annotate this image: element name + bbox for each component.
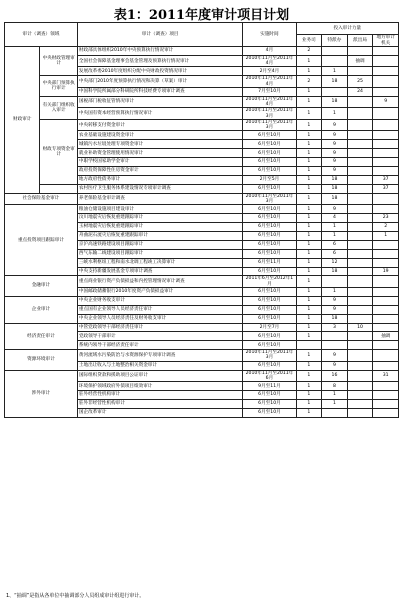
implementation-time: 2010年11月至2011年3月 [243,108,296,120]
implementation-time: 6月至10月 [243,332,296,341]
implementation-time: 6月至10月 [243,249,296,258]
dept-count: 1 [296,267,322,276]
project-name: 养老保险基金审计调查 [77,193,242,205]
table-row [5,76,399,88]
area-cell: 有关部门组织收入审计 [40,96,77,119]
table-row [5,96,399,108]
dept-count: 1 [296,287,322,296]
project-name: 汶川地震灾后恢复重建跟踪审计 [77,214,242,223]
header-dept: 业务司 [296,35,322,47]
table-row [5,323,399,332]
header-office: 特派办 [322,35,348,47]
dept-count: 1 [296,258,322,267]
office-count: 1 [322,231,348,240]
implementation-time: 2月至5月 [243,175,296,184]
local-count [373,119,399,131]
office-count: 9 [322,119,348,131]
bureau-count [347,408,373,417]
project-name: 中央企业财务收支审计 [77,296,242,305]
local-count [373,131,399,140]
area-outer-finance: 财政审计 [5,47,40,194]
bureau-count [347,119,373,131]
bureau-count [347,158,373,167]
dept-count: 1 [296,184,322,193]
office-count: 9 [322,305,348,314]
dept-count: 1 [296,214,322,223]
local-count [373,382,399,391]
bureau-count [347,175,373,184]
project-name: 重点商业银行资产负债损益和内控管理情况审计调查 [77,276,242,288]
project-name: 中央转移支付资金审计 [77,119,242,131]
implementation-time: 6月至10月 [243,267,296,276]
implementation-time: 6月至10月 [243,214,296,223]
project-name: 发展改革委2010年度组织分配中央财政投资情况审计 [77,67,242,76]
header-item: 审计（调查）项目 [77,23,242,47]
bureau-count [347,108,373,120]
dept-count: 1 [296,167,322,176]
table-row [5,193,399,205]
dept-count: 1 [296,131,322,140]
dept-count: 1 [296,382,322,391]
dept-count: 1 [296,249,322,258]
bureau-count [347,249,373,258]
bureau-count [347,214,373,223]
office-count [322,332,348,341]
project-name: 财政部具体组织2010年中央预算执行情况审计 [77,47,242,56]
dept-count: 1 [296,175,322,184]
office-count: 9 [322,131,348,140]
local-count [373,305,399,314]
implementation-time: 2010年11月至2011年3月 [243,119,296,131]
header-resource-group: 投入审计力量 [296,23,398,35]
bureau-count [347,67,373,76]
implementation-time: 6月至10月 [243,205,296,214]
local-count [373,249,399,258]
project-name: 三峡水利枢纽工程和南水北调工程竣工决算审计 [77,258,242,267]
area-cell: 金融审计 [5,276,78,296]
project-name: 舟曲泥石流灾后恢复重建跟踪审计 [77,231,242,240]
office-count: 9 [322,140,348,149]
office-count: 9 [322,350,348,362]
bureau-count [347,223,373,232]
implementation-time: 6月至10月 [243,167,296,176]
area-cell: 社会保险基金审计 [5,193,78,205]
office-count: 6 [322,249,348,258]
dept-count: 1 [296,87,322,96]
local-count [373,167,399,176]
bureau-count: 10 [347,323,373,332]
dept-count: 1 [296,350,322,362]
local-count: 19 [373,267,399,276]
area-cell: 重点投资项目跟踪审计 [5,205,78,276]
office-count: 8 [322,382,348,391]
project-name: 城镇污水垃圾处理专项资金审计 [77,140,242,149]
implementation-time: 6月至10月 [243,240,296,249]
project-name: 就业补助资金管理使用情况审计 [77,149,242,158]
project-name: 中职学校国家助学金审计 [77,158,242,167]
bureau-count [347,267,373,276]
implementation-time: 2010年11月至2011年4月 [243,76,296,88]
implementation-time: 6月至10月 [243,140,296,149]
area-cell: 财政专项资金审计 [40,119,77,184]
project-name: 玉树地震灾后恢复重建跟踪审计 [77,223,242,232]
office-count [322,408,348,417]
local-count [373,287,399,296]
local-count [373,314,399,323]
local-count [373,391,399,400]
implementation-time: 6月至10月 [243,287,296,296]
local-count [373,158,399,167]
office-count: 9 [322,158,348,167]
office-count: 3 [322,323,348,332]
office-count: 18 [322,193,348,205]
dept-count: 1 [296,67,322,76]
project-name: 国际组织贷款和援助项目公证审计 [77,370,242,382]
dept-count: 1 [296,400,322,409]
table-row [5,205,399,214]
bureau-count [347,341,373,350]
office-count: 16 [322,370,348,382]
bureau-count [347,258,373,267]
implementation-time: 6月至10月 [243,391,296,400]
implementation-time: 2010年11月至2011年6月 [243,370,296,382]
footnote: 1、“抽调”是指从各单位中抽调部分人员组成审计组进行审计。 [6,593,145,599]
dept-count: 1 [296,55,322,67]
office-count: 1 [322,108,348,120]
dept-count: 2 [296,47,322,56]
project-name: 中国邮政储蓄银行2010年度资产负债损益审计 [77,287,242,296]
project-name: 农村医疗卫生服务体系建设情况专项审计调查 [77,184,242,193]
project-name: 全国社会保障基金理事会基金管理及预算执行情况审计 [77,55,242,67]
office-count [322,341,348,350]
bureau-count [347,149,373,158]
implementation-time: 6月至10月 [243,184,296,193]
project-name: 驻外经营性机构审计 [77,391,242,400]
local-count: 9 [373,96,399,108]
bureau-count [347,140,373,149]
office-count: 9 [322,205,348,214]
local-count [373,55,399,67]
implementation-time: 2月至4月 [243,67,296,76]
area-cell: 涉外审计 [5,370,78,417]
implementation-time: 6月至10月 [243,231,296,240]
office-count: 18 [322,175,348,184]
bureau-count [347,314,373,323]
project-name: 黄河流域水污染防治与水资源保护专项审计调查 [77,350,242,362]
office-count: 1 [322,223,348,232]
bureau-count: 24 [347,87,373,96]
bureau-count [347,131,373,140]
local-count [373,205,399,214]
area-cell: 经济责任审计 [5,323,78,350]
bureau-count [347,184,373,193]
local-count [373,87,399,96]
project-name: 粮油仓储设施项目建设审计 [77,205,242,214]
dept-count: 1 [296,276,322,288]
office-count: 9 [322,296,348,305]
header-local: 地方审计机关 [373,35,399,47]
table-row [5,47,399,56]
bureau-count [347,47,373,56]
implementation-time: 6月至10月 [243,408,296,417]
bureau-count [347,167,373,176]
implementation-time: 2010年11月至2011年3月 [243,193,296,205]
dept-count: 1 [296,149,322,158]
project-name: 京沪高速铁路建设项目跟踪审计 [77,240,242,249]
header-time: 实施时间 [243,23,296,47]
office-count: 1 [322,391,348,400]
dept-count: 1 [296,305,322,314]
local-count [373,400,399,409]
dept-count: 1 [296,96,322,108]
local-count [373,149,399,158]
implementation-time: 2010年11月至2011年3月 [243,350,296,362]
office-count: 1 [322,287,348,296]
office-count: 18 [322,76,348,88]
implementation-time: 6月至10月 [243,223,296,232]
bureau-count: 抽调 [347,55,373,67]
dept-count: 1 [296,231,322,240]
dept-count: 1 [296,323,322,332]
table-row [5,184,399,193]
implementation-time: 6月至10月 [243,158,296,167]
implementation-time: 6月至10月 [243,305,296,314]
project-name: 政府投资保障性住房资金审计 [77,167,242,176]
area-cell [40,184,77,193]
project-name: 国税部门税收征管情况审计 [77,96,242,108]
project-name: 国企改革审计 [77,408,242,417]
table-row [5,296,399,305]
local-count: 抽调 [373,332,399,341]
local-count [373,296,399,305]
project-name: 土地出让收入与土地整治相关资金审计 [77,361,242,370]
implementation-time: 6月至10月 [243,361,296,370]
implementation-time: 6月至11月 [243,258,296,267]
implementation-time: 7月至10月 [243,87,296,96]
project-name: 中央国有资本经营预算执行情况审计 [77,108,242,120]
header-bureau: 派出局 [347,35,373,47]
local-count [373,76,399,88]
local-count [373,47,399,56]
local-count [373,341,399,350]
office-count: 18 [322,96,348,108]
local-count [373,361,399,370]
project-name: 中央支持新疆发展基金专项审计调查 [77,267,242,276]
local-count: 37 [373,184,399,193]
local-count [373,258,399,267]
office-count [322,276,348,288]
dept-count: 1 [296,119,322,131]
local-count: 37 [373,175,399,184]
dept-count: 1 [296,370,322,382]
project-name: 重点国有企业领导人员经济责任审计 [77,305,242,314]
bureau-count [347,96,373,108]
office-count: 18 [322,267,348,276]
bureau-count: 25 [347,76,373,88]
dept-count: 1 [296,140,322,149]
implementation-time: 6月至10月 [243,149,296,158]
dept-count: 1 [296,240,322,249]
office-count [322,55,348,67]
project-name: 地方政府性债务审计 [77,175,242,184]
dept-count: 1 [296,158,322,167]
bureau-count [347,193,373,205]
bureau-count [347,350,373,362]
project-name: 中央部门2010年度预算执行情况和决算（草案）审计 [77,76,242,88]
bureau-count [347,332,373,341]
project-name: 中国科学院所属部分科研院所科技经费专项审计调查 [77,87,242,96]
bureau-count [347,391,373,400]
dept-count: 1 [296,296,322,305]
implementation-time: 6月至10月 [243,314,296,323]
bureau-count [347,240,373,249]
bureau-count [347,400,373,409]
dept-count [296,341,322,350]
office-count: 12 [322,258,348,267]
dept-count: 2 [296,76,322,88]
document-title: 表1：2011年度审计项目计划 [113,8,290,23]
project-name: 党政领导干部审计 [77,332,242,341]
office-count: 1 [322,67,348,76]
implementation-time: 2011年6月至2012年1月 [243,276,296,288]
dept-count: 1 [296,193,322,205]
office-count: 18 [322,314,348,323]
dept-count: 1 [296,361,322,370]
area-cell: 中央部门预算执行审计 [40,76,77,96]
dept-count: 1 [296,223,322,232]
area-cell: 资源环境审计 [5,350,78,370]
local-count [373,408,399,417]
bureau-count [347,296,373,305]
project-name: 西气东输二线建设项目跟踪审计 [77,249,242,258]
local-count: 2 [373,223,399,232]
implementation-time: 4月 [243,47,296,56]
office-count [322,87,348,96]
bureau-count [347,370,373,382]
office-count: 9 [322,149,348,158]
bureau-count [347,305,373,314]
table-row [5,119,399,131]
bureau-count [347,276,373,288]
bureau-count [347,382,373,391]
implementation-time: 6月至10月 [243,341,296,350]
local-count [373,240,399,249]
area-cell: 企业审计 [5,296,78,323]
local-count [373,350,399,362]
dept-count: 1 [296,391,322,400]
bureau-count [347,287,373,296]
dept-count: 1 [296,108,322,120]
dept-count: 1 [296,205,322,214]
implementation-time: 6月至10月 [243,400,296,409]
area-cell: 中央财政管理审计 [40,47,77,76]
table-row [5,370,399,382]
office-count [322,47,348,56]
header-area: 审计（调查）领域 [5,23,78,47]
bureau-count [347,205,373,214]
table-body [5,47,399,418]
implementation-time: 2010年11月至2011年4月 [243,96,296,108]
bureau-count [347,361,373,370]
office-count: 4 [322,214,348,223]
project-name: 系统内领导干部经济责任审计 [77,341,242,350]
local-count: 23 [373,214,399,223]
implementation-time: 6月至10月 [243,131,296,140]
dept-count: 1 [296,408,322,417]
local-count: 31 [373,370,399,382]
project-name: 驻外非经营性机构审计 [77,400,242,409]
implementation-time: 2010年11月至2011年4月 [243,55,296,67]
table-row [5,350,399,362]
local-count [373,140,399,149]
audit-plan-table [4,22,399,418]
office-count: 18 [322,184,348,193]
project-name: 中央企业领导人员经济责任及财务收支审计 [77,314,242,323]
local-count [373,276,399,288]
project-name: 环境保护领域政府外债项目绩效审计 [77,382,242,391]
local-count [373,193,399,205]
dept-count: 1 [296,332,322,341]
implementation-time: 2月至7月 [243,323,296,332]
project-name: 中管党政领导干部经济责任审计 [77,323,242,332]
office-count: 1 [322,400,348,409]
local-count [373,323,399,332]
office-count: 9 [322,167,348,176]
bureau-count [347,231,373,240]
office-count: 9 [322,361,348,370]
dept-count: 1 [296,314,322,323]
implementation-time: 9月至11月 [243,382,296,391]
table-row [5,276,399,288]
local-count [373,67,399,76]
local-count: 1 [373,231,399,240]
office-count: 6 [322,240,348,249]
project-name: 农业基础设施建设资金审计 [77,131,242,140]
implementation-time: 6月至10月 [243,296,296,305]
local-count [373,108,399,120]
